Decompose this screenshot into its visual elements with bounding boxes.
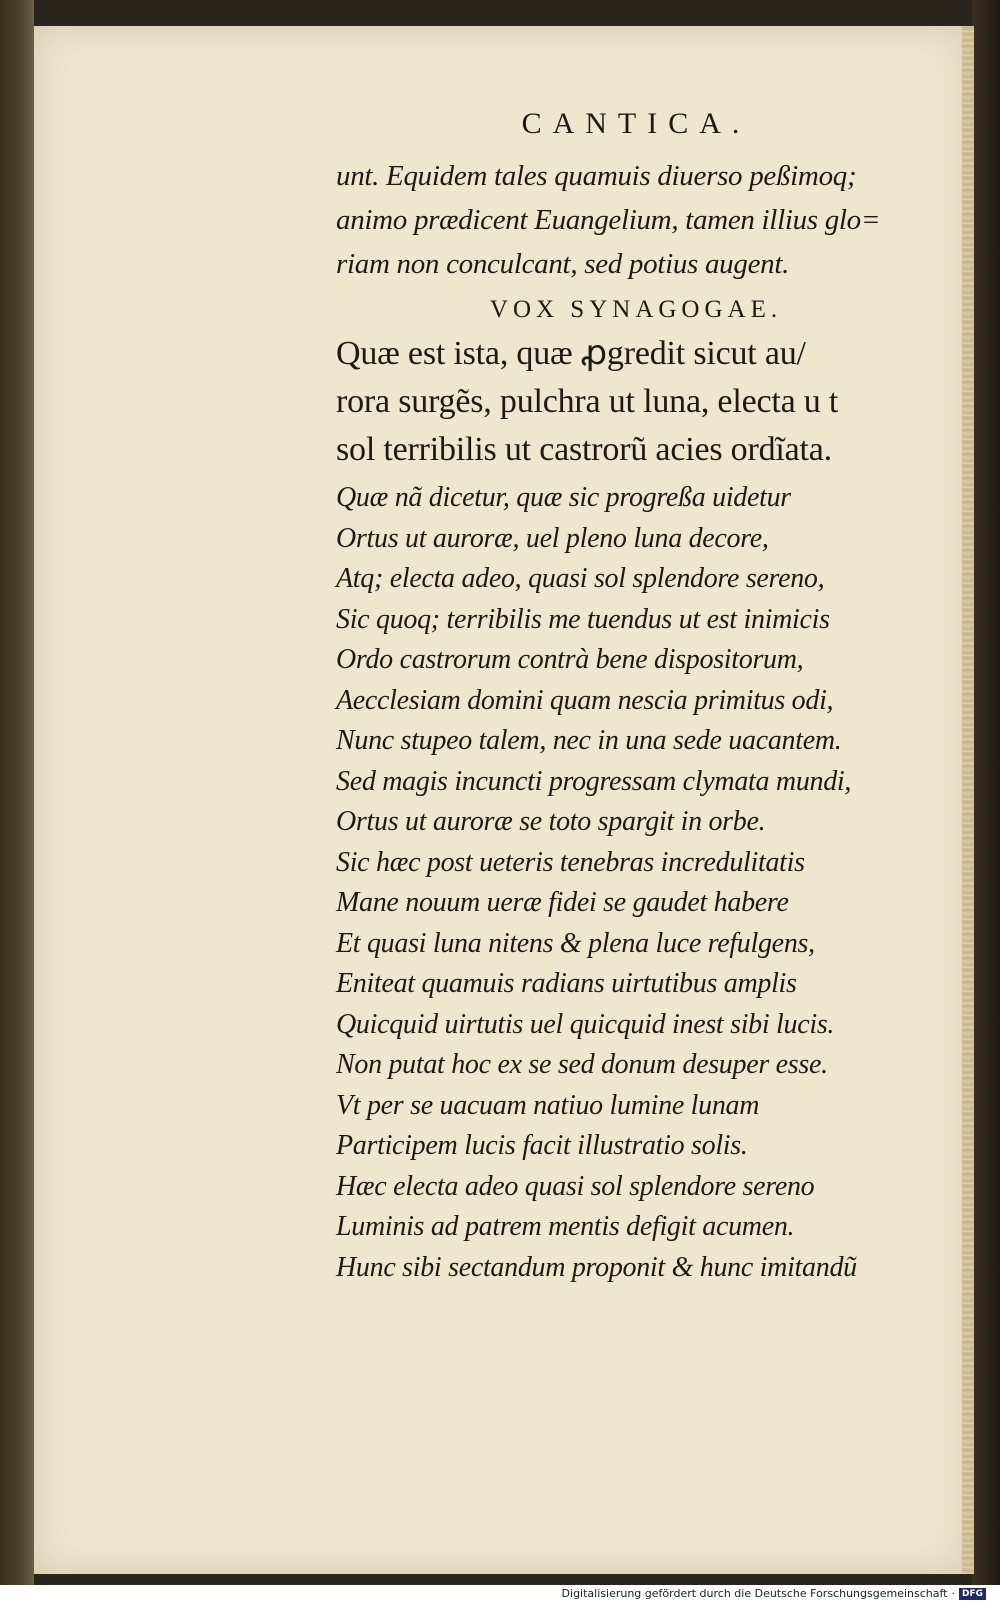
- verse-line: sol terribilis ut castrorũ acies ordĩata.: [336, 431, 832, 468]
- poem-line: Luminis ad patrem mentis defigit acumen.: [336, 1211, 795, 1242]
- poem-line: Sic hæc post ueteris tenebras incredulitatis: [336, 846, 805, 878]
- poem: [336, 478, 936, 1288]
- section-heading: VOX SYNAGOGAE.: [489, 296, 783, 323]
- poem-line: Sed magis incuncti progressam clymata mundi,: [336, 765, 852, 797]
- footer-credit: Digitalisierung gefördert durch die Deutsche Forschungsgemeinschaft · DFG: [562, 1586, 986, 1601]
- verse-line: Quæ est ista, quæ ꝓgredit sicut au/: [336, 335, 806, 372]
- verse-line: rora surgẽs, pulchra ut luna, electa u t: [336, 383, 839, 420]
- poem-line: Aecclesiam domini quam nescia primitus odi,: [336, 684, 834, 716]
- poem-line: Quæ nã dicetur, quæ sic progreßa uidetur: [336, 482, 791, 513]
- text-block: [336, 106, 936, 1288]
- poem-line: Ortus ut auroræ, uel pleno luna decore,: [336, 522, 769, 554]
- poem-line: Vt per se uacuam natiuo lumine lunam: [336, 1089, 760, 1121]
- poem-line: Eniteat quamuis radians uirtutibus amplis: [336, 968, 797, 999]
- poem-line: Hunc sibi sectandum proponit & hunc imitandũ: [336, 1251, 857, 1283]
- poem-line: Atq; electa adeo, quasi sol splendore sereno,: [336, 563, 825, 594]
- poem-line: Quicquid uirtutis uel quicquid inest sibi lucis.: [336, 1008, 835, 1040]
- poem-line: Ortus ut auroræ se toto spargit in orbe.: [336, 806, 766, 837]
- dfg-logo: DFG: [959, 1588, 986, 1600]
- poem-line: Ordo castrorum contrà bene dispositorum,: [336, 644, 804, 675]
- prose-line: unt. Equidem tales quamuis diuerso peßimoq;: [336, 160, 857, 192]
- book-page: [34, 26, 974, 1574]
- poem-line: Sic quoq; terribilis me tuendus ut est inimicis: [336, 603, 830, 635]
- prose-line: riam non conculcant, sed potius augent.: [336, 248, 790, 280]
- poem-line: Nunc stupeo talem, nec in una sede uacantem.: [336, 725, 842, 756]
- prose-line: animo prædicent Euangelium, tamen illius glo=: [336, 204, 881, 236]
- poem-line: Mane nouum ueræ fidei se gaudet habere: [336, 887, 789, 918]
- poem-line: Non putat hoc ex se sed donum desuper esse.: [336, 1049, 828, 1080]
- running-head: CANTICA.: [521, 107, 751, 140]
- verse-text: [336, 330, 936, 474]
- prose-paragraph: [336, 154, 936, 286]
- page-edge: [962, 26, 974, 1574]
- poem-line: Hæc electa adeo quasi sol splendore sereno: [336, 1170, 815, 1202]
- poem-line: Et quasi luna nitens & plena luce refulgens,: [336, 927, 815, 959]
- credit-text: Digitalisierung gefördert durch die Deutsche Forschungsgemeinschaft: [561, 1587, 948, 1600]
- poem-line: Participem lucis facit illustratio solis.: [336, 1130, 748, 1161]
